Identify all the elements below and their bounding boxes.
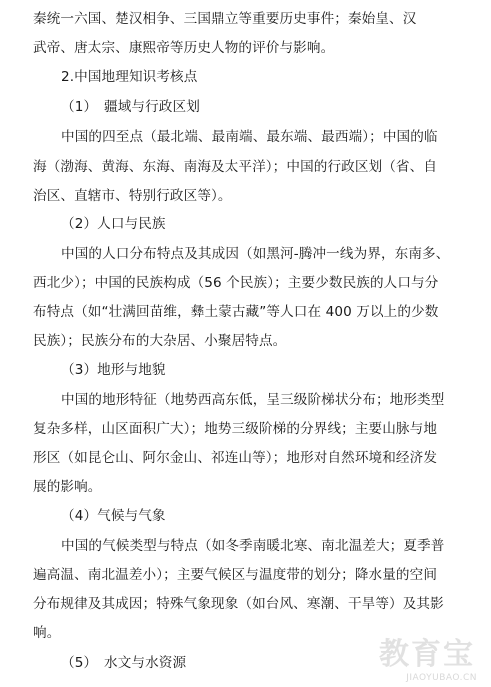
subsection-heading: （4）气候与气象 (61, 508, 166, 524)
text-line: 秦统一六国、楚汉相争、三国鼎立等重要历史事件；秦始皇、汉 (33, 11, 417, 27)
subsection-heading: （3）地形与地貌 (61, 362, 166, 378)
text-line: 响。 (33, 625, 61, 641)
text-line: 布特点（如“壮满回苗维，彝土蒙古藏”等人口在 400 万以上的少数 (33, 304, 439, 320)
text-line: 分布规律及其成因；特殊气象现象（如台风、寒潮、干旱等）及其影 (33, 596, 444, 612)
subsection-heading: （2）人口与民族 (61, 216, 166, 232)
text-line: 中国的气候类型与特点（如冬季南暖北寒、南北温差大；夏季普 (61, 538, 445, 554)
text-line: 武帝、唐太宗、康熙帝等历史人物的评价与影响。 (33, 40, 335, 56)
text-line: 形区（如昆仑山、阿尔金山、祁连山等）；地形对自然环境和经济发 (33, 450, 438, 466)
subsection-heading: （5） 水文与水资源 (61, 655, 187, 671)
watermark-logo-text: 教育宝 (379, 637, 475, 672)
text-line: 展的影响。 (33, 479, 102, 495)
watermark-url-text: JIAOYUBAO.CN (406, 673, 477, 683)
text-line: 中国的地形特征（地势西高东低，呈三级阶梯状分布；地形类型 (61, 392, 445, 408)
text-line: 中国的人口分布特点及其成因（如黑河-腾冲一线为界，东南多、 (61, 246, 450, 262)
text-line: 复杂多样，山区面积广大）；地势三级阶梯的分界线；主要山脉与地 (33, 421, 438, 437)
text-line: 海（渤海、黄海、东海、南海及太平洋）；中国的行政区划（省、自 (33, 159, 438, 175)
site-watermark (359, 639, 479, 683)
subsection-heading: （1） 疆域与行政区划 (61, 99, 200, 115)
text-line: 民族）；民族分布的大杂居、小聚居特点。 (33, 333, 287, 349)
section-heading: 2.中国地理知识考核点 (61, 69, 198, 85)
text-line: 遍高温、南北温差小）；主要气候区与温度带的划分；降水量的空间 (33, 567, 438, 583)
text-line: 西北少）；中国的民族构成（56 个民族）；主要少数民族的人口与分 (33, 275, 439, 291)
text-line: 中国的四至点（最北端、最南端、最东端、最西端）；中国的临 (61, 129, 438, 145)
text-line: 治区、直辖市、特别行政区等）。 (33, 188, 232, 204)
